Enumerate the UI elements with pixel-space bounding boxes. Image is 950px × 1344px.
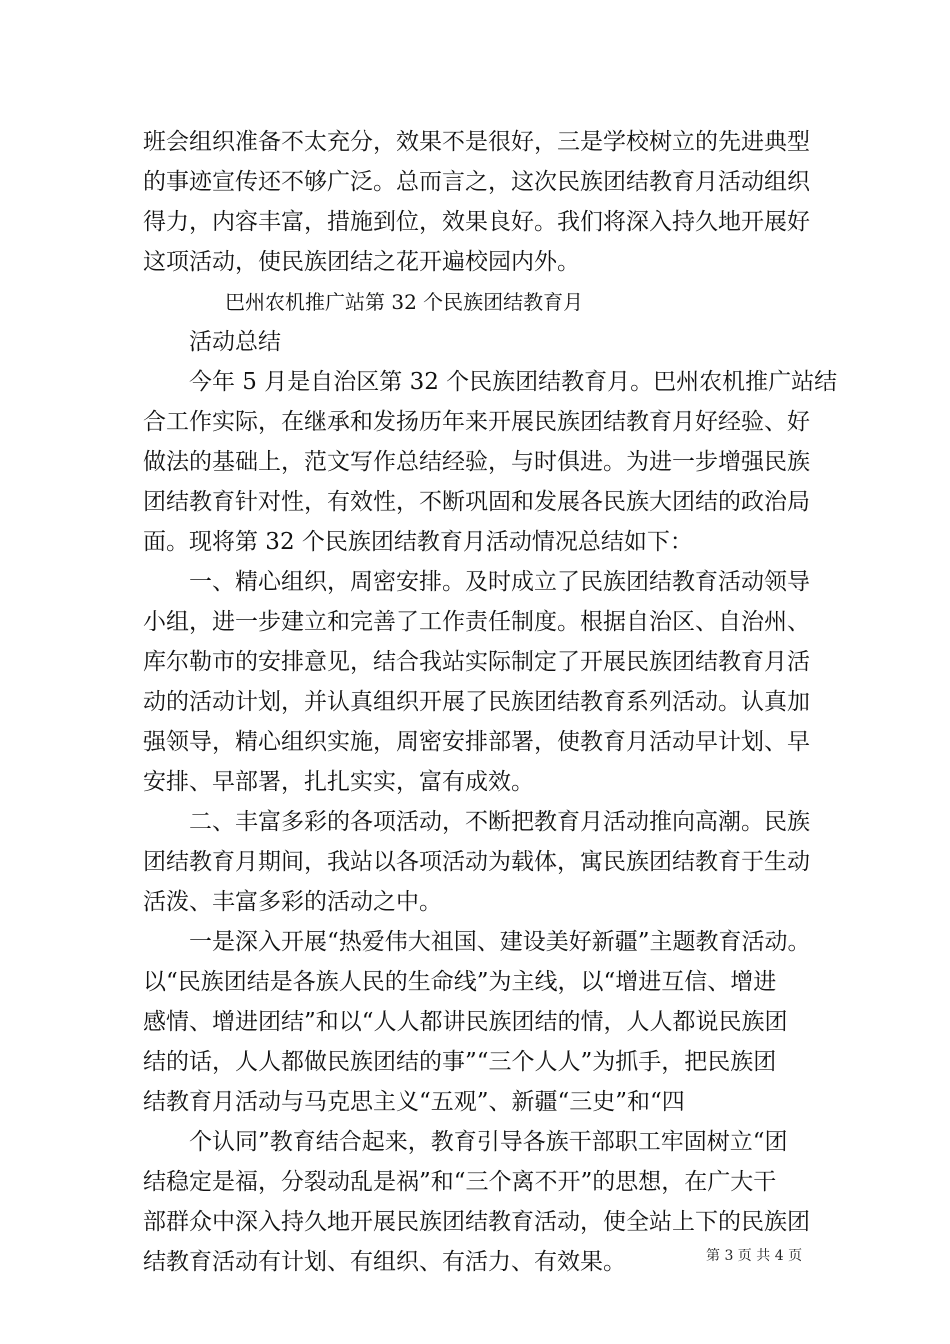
body-line: 结稳定是福，分裂动乱是祸”和“三个离不开”的思想，在广大干 [143, 1169, 777, 1195]
body-line: 班会组织准备不太充分，效果不是很好，三是学校树立的先进典型 [143, 129, 810, 155]
body-line: 团结教育月期间，我站以各项活动为载体，寓民族团结教育于生动 [143, 849, 810, 875]
body-line: 的事迹宣传还不够广泛。总而言之，这次民族团结教育月活动组织 [143, 169, 810, 195]
body-line: 团结教育针对性，有效性，不断巩固和发展各民族大团结的政治局 [143, 489, 810, 515]
body-line: 做法的基础上，范文写作总结经验，与时俱进。为进一步增强民族 [143, 449, 810, 475]
body-line: 部群众中深入持久地开展民族团结教育活动，使全站上下的民族团 [143, 1209, 810, 1235]
paragraph-start: 今年 5 月是自治区第 32 个民族团结教育月。巴州农机推广站结 [189, 369, 838, 395]
page-number-footer: 第 3 页 共 4 页 [706, 1248, 803, 1264]
paragraph-start: 二、丰富多彩的各项活动，不断把教育月活动推向高潮。民族 [189, 809, 810, 835]
section-title-continued: 活动总结 [189, 329, 281, 355]
body-line: 这项活动，使民族团结之花开遍校园内外。 [143, 249, 580, 275]
paragraph-start: 一是深入开展“热爱伟大祖国、建设美好新疆”主题教育活动。 [189, 929, 811, 955]
paragraph-start: 个认同”教育结合起来，教育引导各族干部职工牢固树立“团 [189, 1129, 788, 1155]
paragraph-start: 一、精心组织，周密安排。及时成立了民族团结教育活动领导 [189, 569, 810, 595]
body-line: 结教育月活动与马克思主义“五观”、新疆“三史”和“四 [143, 1089, 685, 1115]
body-line: 库尔勒市的安排意见，结合我站实际制定了开展民族团结教育月活 [143, 649, 810, 675]
body-line: 合工作实际，在继承和发扬历年来开展民族团结教育月好经验、好 [143, 409, 810, 435]
body-line: 以“民族团结是各族人民的生命线”为主线，以“增进互信、增进 [143, 969, 777, 995]
body-line: 动的活动计划，并认真组织开展了民族团结教育系列活动。认真加 [143, 689, 810, 715]
body-line: 面。现将第 32 个民族团结教育月活动情况总结如下： [143, 529, 693, 555]
body-line: 强领导，精心组织实施，周密安排部署，使教育月活动早计划、早 [143, 729, 810, 755]
document-body [143, 122, 838, 1282]
section-title: 巴州农机推广站第 32 个民族团结教育月 [225, 290, 584, 314]
body-line: 结的话，人人都做民族团结的事”“三个人人”为抓手，把民族团 [143, 1049, 777, 1075]
body-line: 感情、增进团结”和以“人人都讲民族团结的情，人人都说民族团 [143, 1009, 788, 1035]
body-line: 小组，进一步建立和完善了工作责任制度。根据自治区、自治州、 [143, 609, 810, 635]
body-line: 得力，内容丰富，措施到位，效果良好。我们将深入持久地开展好 [143, 209, 810, 235]
body-line: 活泼、丰富多彩的活动之中。 [143, 889, 442, 915]
body-line: 结教育活动有计划、有组织、有活力、有效果。 [143, 1249, 626, 1275]
body-line: 安排、早部署，扎扎实实，富有成效。 [143, 769, 534, 795]
